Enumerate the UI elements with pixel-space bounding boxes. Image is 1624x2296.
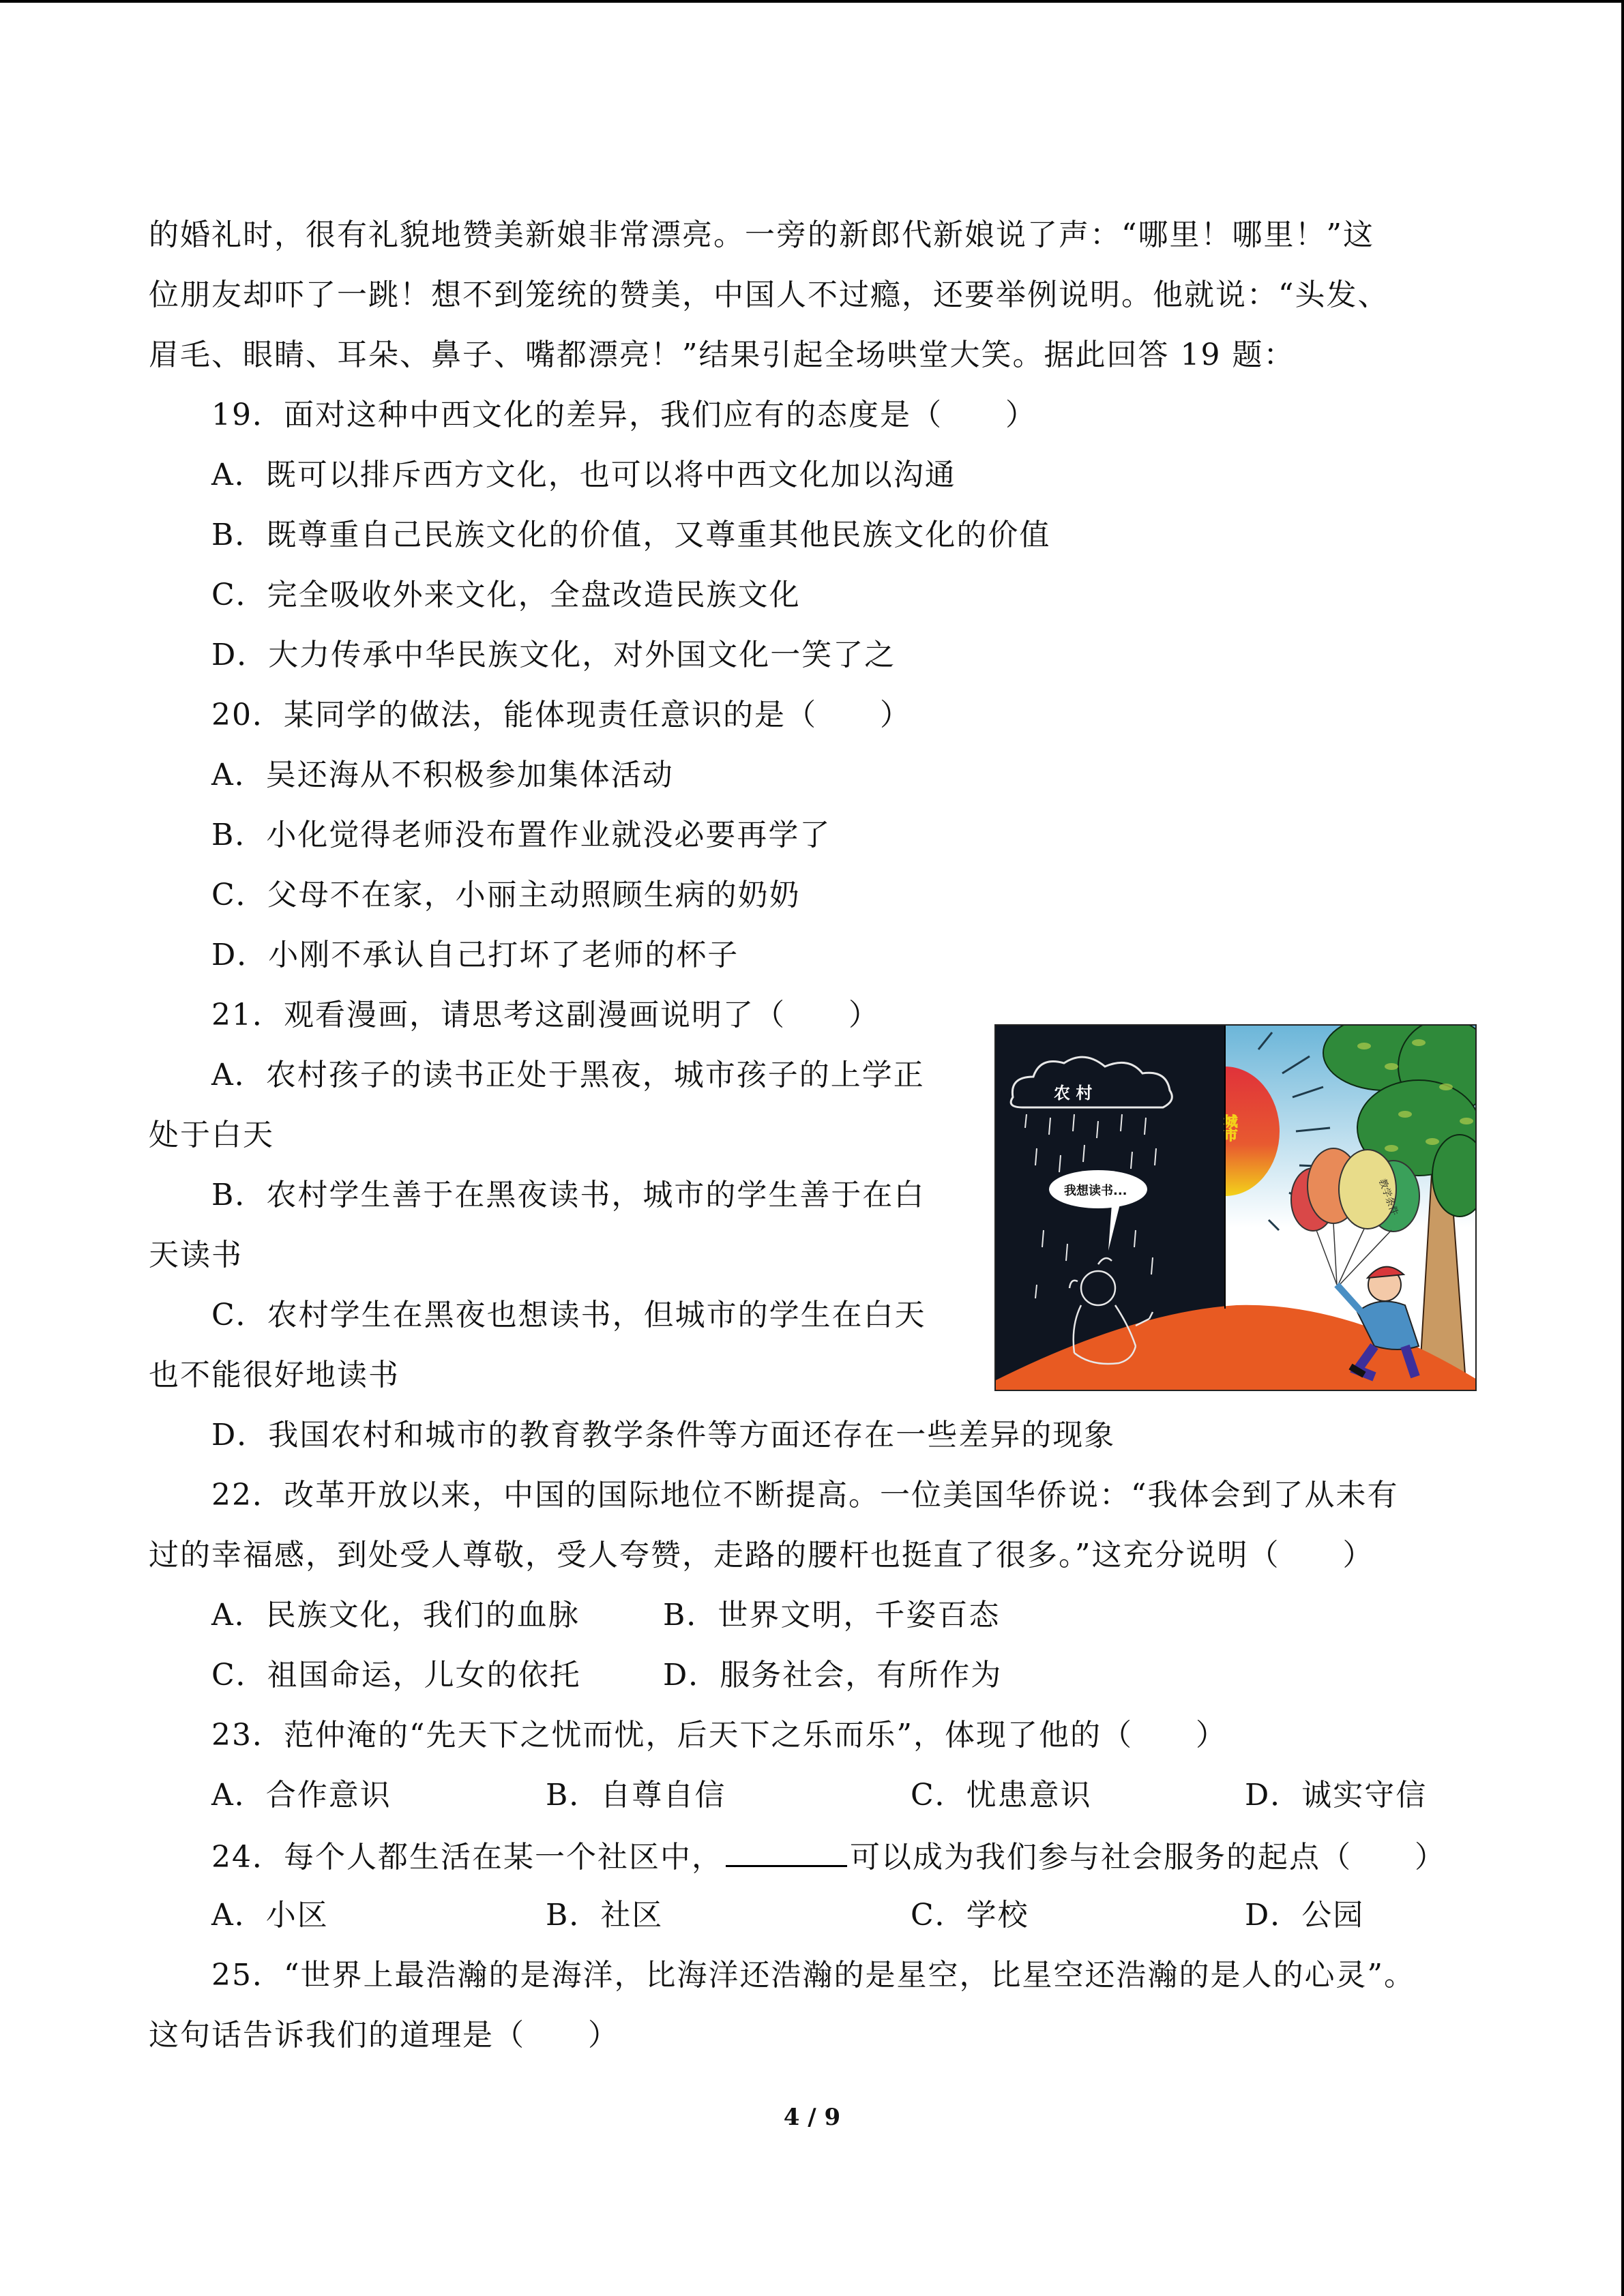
question-22-option-a[interactable]: A．民族文化，我们的血脉 (211, 1598, 580, 1632)
question-19-stem: 19．面对这种中西文化的差异，我们应有的态度是（ ） (211, 398, 1037, 432)
question-20-option-b[interactable]: B．小化觉得老师没布置作业就没必要再学了 (211, 818, 831, 852)
cartoon-rural-urban-education (994, 1024, 1477, 1391)
question-24-option-d[interactable]: D．公园 (1245, 1898, 1365, 1933)
question-21-option-a[interactable]: A．农村孩子的读书正处于黑夜，城市孩子的上学正 (211, 1058, 925, 1092)
question-21-option-a-cont[interactable]: 处于白天 (149, 1118, 274, 1152)
question-21-option-b[interactable]: B．农村学生善于在黑夜读书，城市的学生善于在白 (211, 1178, 926, 1212)
question-20-option-a[interactable]: A．吴还海从不积极参加集体活动 (211, 758, 674, 792)
intro-line-3: 眉毛、眼睛、耳朵、鼻子、嘴都漂亮！”结果引起全场哄堂大笑。据此回答 19 题： (149, 338, 1295, 372)
question-22-stem-line-1: 22．改革开放以来，中国的国际地位不断提高。一位美国华侨说：“我体会到了从未有 (211, 1478, 1399, 1512)
page-top-border (0, 0, 1624, 3)
question-22-option-c[interactable]: C．祖国命运，儿女的依托 (211, 1658, 581, 1693)
question-20-option-c[interactable]: C．父母不在家，小丽主动照顾生病的奶奶 (211, 878, 801, 912)
fill-in-blank[interactable] (726, 1835, 847, 1867)
question-24-stem-after: 可以成为我们参与社会服务的起点（ ） (850, 1840, 1446, 1875)
question-23-option-b[interactable]: B．自尊自信 (546, 1778, 726, 1813)
question-19-option-a[interactable]: A．既可以排斥西方文化，也可以将中西文化加以沟通 (211, 458, 956, 492)
question-21-option-b-cont[interactable]: 天读书 (149, 1238, 243, 1272)
question-19-option-d[interactable]: D．大力传承中华民族文化，对外国文化一笑了之 (211, 638, 896, 672)
question-21-option-c[interactable]: C．农村学生在黑夜也想读书，但城市的学生在白天 (211, 1298, 926, 1332)
question-23-option-d[interactable]: D．诚实守信 (1245, 1778, 1428, 1813)
question-24-option-c[interactable]: C．学校 (911, 1898, 1029, 1933)
intro-line-2: 位朋友却吓了一跳！想不到笼统的赞美，中国人不过瘾，还要举例说明。他就说：“头发、 (149, 278, 1389, 312)
sun-label: 城市 (1222, 1114, 1238, 1142)
question-21-option-d[interactable]: D．我国农村和城市的教育教学条件等方面还存在一些差异的现象 (211, 1418, 1116, 1452)
question-19-option-b[interactable]: B．既尊重自己民族文化的价值，又尊重其他民族文化的价值 (211, 518, 1051, 552)
question-23-stem: 23．范仲淹的“先天下之忧而忧，后天下之乐而乐”，体现了他的（ ） (211, 1718, 1227, 1753)
question-19-option-c[interactable]: C．完全吸收外来文化，全盘改造民族文化 (211, 578, 801, 612)
question-24-option-a[interactable]: A．小区 (211, 1898, 329, 1933)
rural-label: 农 村 (1054, 1084, 1093, 1103)
question-20-option-d[interactable]: D．小刚不承认自己打坏了老师的杯子 (211, 938, 739, 972)
question-24-stem (211, 1835, 1446, 1876)
question-25-stem-line-2: 这句话告诉我们的道理是（ ） (149, 2018, 619, 2053)
question-25-stem-line-1: 25．“世界上最浩瀚的是海洋，比海洋还浩瀚的是星空，比星空还浩瀚的是人的心灵”。 (211, 1958, 1415, 1993)
question-24-stem-before: 24．每个人都生活在某一个社区中， (211, 1840, 723, 1875)
question-22-option-b[interactable]: B．世界文明，千姿百态 (663, 1598, 1001, 1632)
question-23-option-a[interactable]: A．合作意识 (211, 1778, 392, 1813)
balloon-label: 教学条件 (1376, 1177, 1400, 1217)
question-20-stem: 20．某同学的做法，能体现责任意识的是（ ） (211, 698, 911, 732)
intro-line-1: 的婚礼时，很有礼貌地赞美新娘非常漂亮。一旁的新郎代新娘说了声：“哪里！哪里！”这 (149, 218, 1374, 252)
speech-bubble-text: 我想读书... (1064, 1184, 1127, 1198)
page-right-border (1621, 0, 1624, 2296)
question-23-option-c[interactable]: C．忧患意识 (911, 1778, 1092, 1813)
page-number: 4 / 9 (783, 2104, 841, 2131)
question-22-option-d[interactable]: D．服务社会，有所作为 (663, 1658, 1003, 1693)
question-24-option-b[interactable]: B．社区 (546, 1898, 664, 1933)
question-21-stem: 21．观看漫画，请思考这副漫画说明了（ ） (211, 998, 880, 1032)
question-22-stem-line-2: 过的幸福感，到处受人尊敬，受人夸赞，走路的腰杆也挺直了很多。”这充分说明（ ） (149, 1538, 1374, 1572)
question-21-option-c-cont[interactable]: 也不能很好地读书 (149, 1358, 400, 1392)
